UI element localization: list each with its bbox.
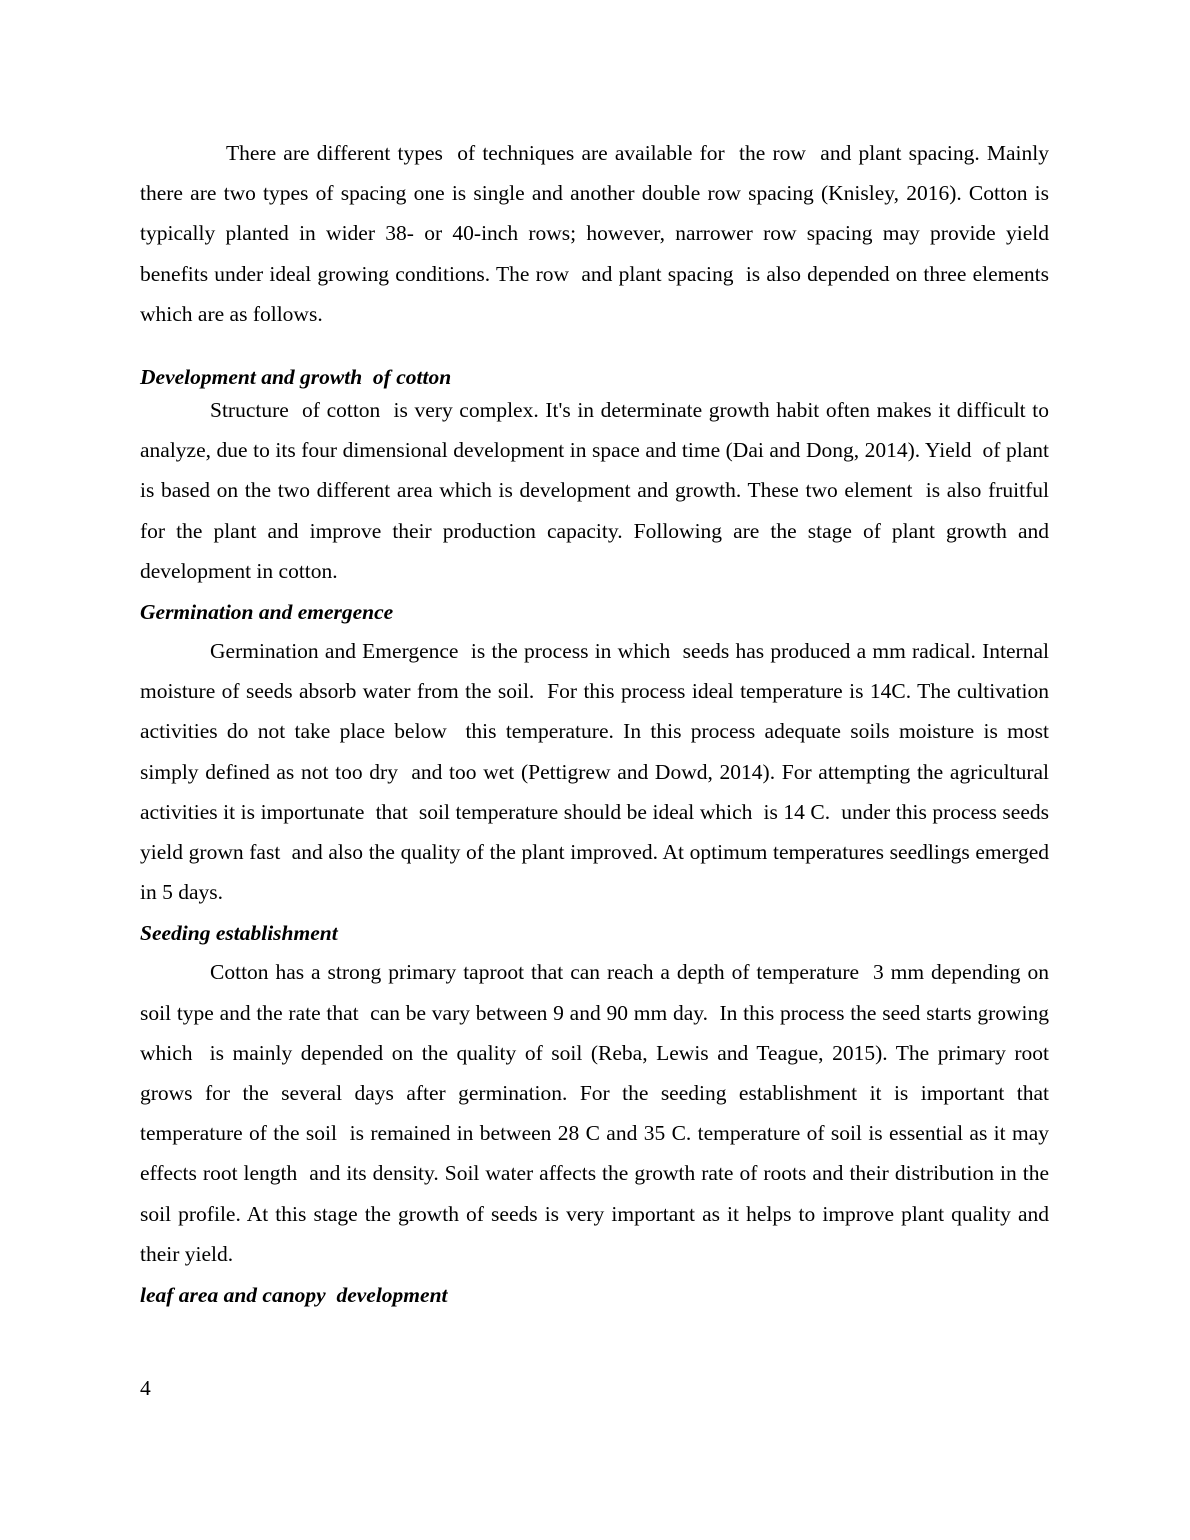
heading-leaf-canopy-development: leaf area and canopy development xyxy=(140,1283,448,1308)
paragraph-seeding-establishment: Cotton has a strong primary taproot that can reach a depth of temperature 3 mm depending on soil type and the rate that can be vary between 9 and 90 mm day. In this process the seed starts growing which is mainly depended on the quality of soil (Reba, Lewis and Teague, 2015). The primary root grows for the several days after germination. For the seeding establishment it is important that temperature of the soil is remained in between 28 C and 35 C. temperature of soil is essential as it may effects root length and its density. Soil water affects the growth rate of roots and their distribution in the soil profile. At this stage the growth of seeds is very important as it helps to improve plant quality and their yield. xyxy=(140,960,1055,1266)
heading-development-growth: Development and growth of cotton xyxy=(140,365,452,390)
document-body xyxy=(140,133,1055,1314)
heading-seeding-establishment: Seeding establishment xyxy=(140,921,338,946)
paragraph-row-spacing: There are different types of techniques are available for the row and plant spacing. Mainly there are two types of spacing one is single and another double row spacing (Knisley, 2016). Cotton is typically planted in wider 38- or 40-inch rows; however, narrower row spacing may provide yield benefits under ideal growing conditions. The row and plant spacing is also depended on three elements which are as follows. xyxy=(140,141,1055,326)
paragraph-germination-emergence: Germination and Emergence is the process in which seeds has produced a mm radical. Internal moisture of seeds absorb water from the soil. For this process ideal temperature is 14C. The cultivation activities do not take place below this temperature. In this process adequate soils moisture is most simply defined as not too dry and too wet (Pettigrew and Dowd, 2014). For attempting the agricultural activities it is importunate that soil temperature should be ideal which is 14 C. under this process seeds yield grown fast and also the quality of the plant improved. At optimum temperatures seedlings emerged in 5 days. xyxy=(140,639,1055,905)
page-number: 4 xyxy=(140,1376,151,1400)
heading-germination-emergence: Germination and emergence xyxy=(140,600,394,625)
paragraph-development-growth: Structure of cotton is very complex. It's in determinate growth habit often makes it difficult to analyze, due to its four dimensional development in space and time (Dai and Dong, 2014). Yield of plant is based on the two different area which is development and growth. These two element is also fruitful for the plant and improve their production capacity. Following are the stage of plant growth and development in cotton. xyxy=(140,398,1055,583)
